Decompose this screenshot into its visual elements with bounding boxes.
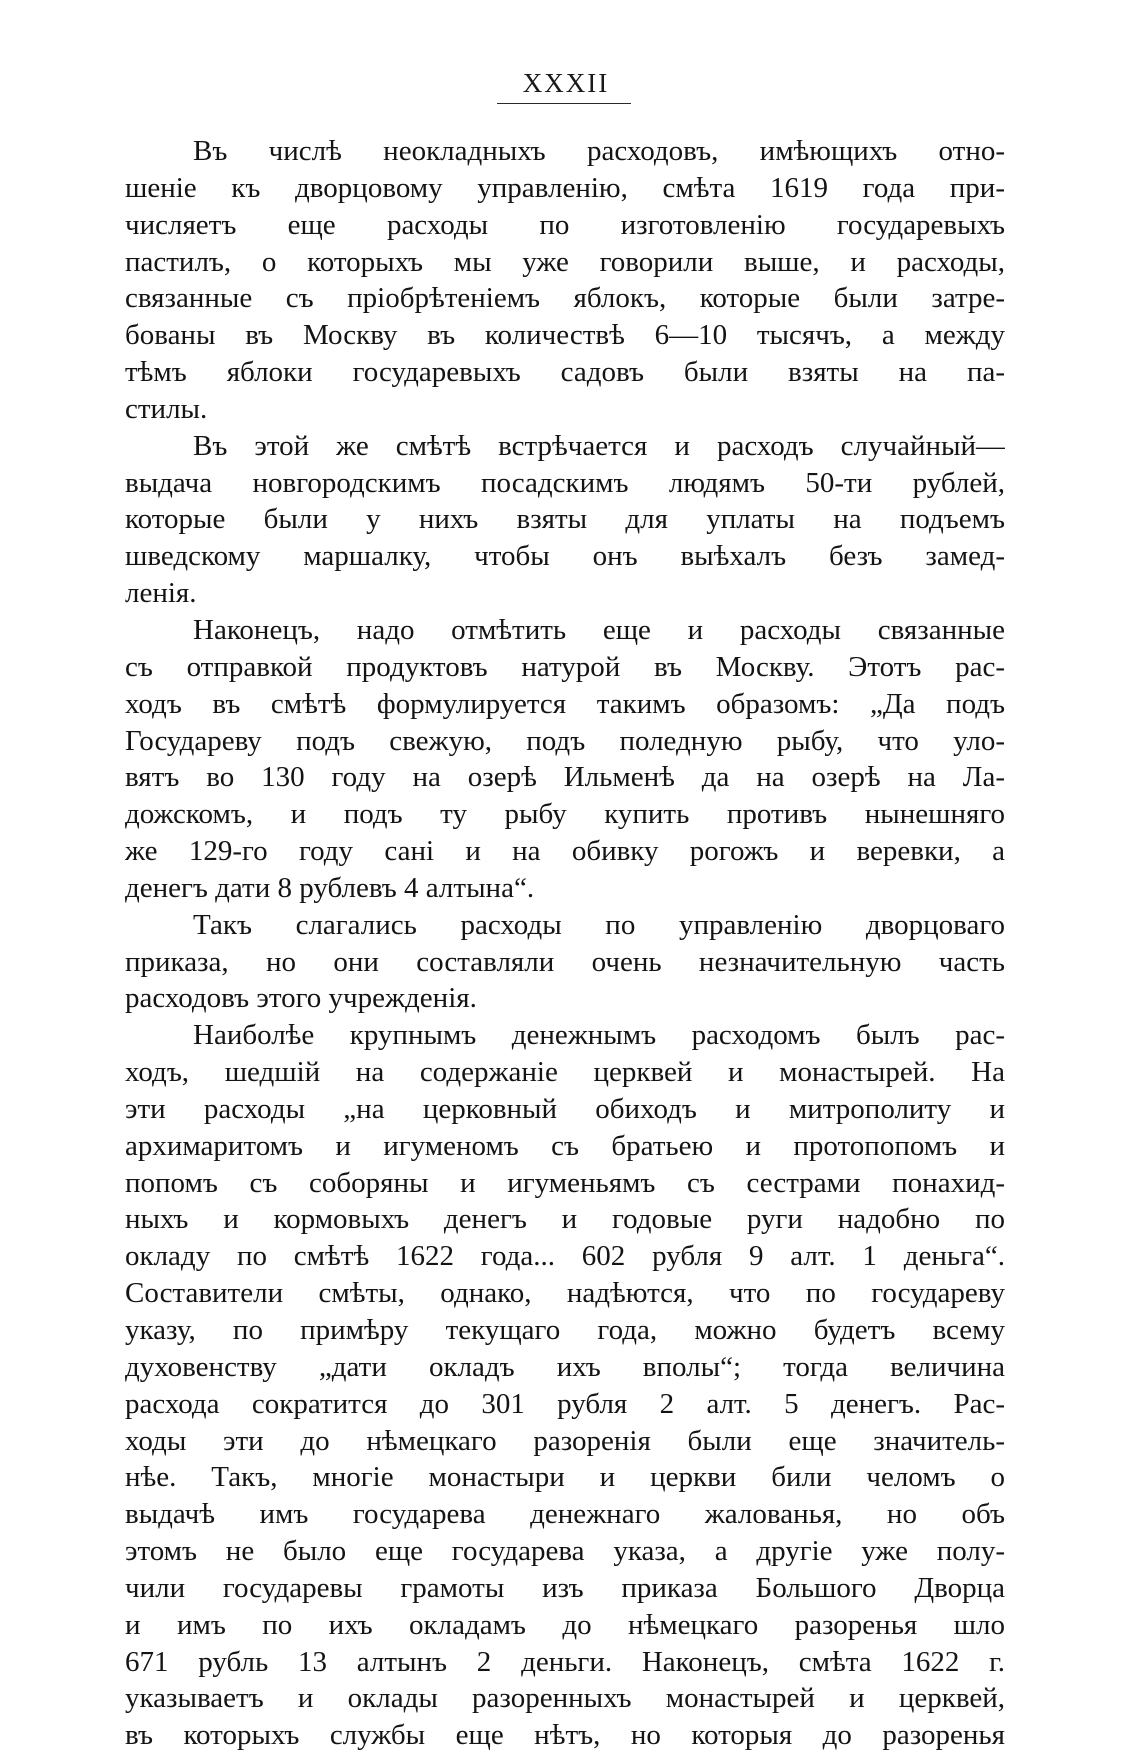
- text-line: которые были у нихъ взяты для уплаты на подъемъ: [125, 503, 1005, 536]
- text-line: выдачѣ имъ государева денежнаго жалованья, но объ: [125, 1498, 1005, 1531]
- page-number: XXXII: [522, 68, 610, 98]
- text-line: вятъ во 130 году на озерѣ Ильменѣ да на озерѣ на Ла-: [125, 761, 1005, 794]
- text-line: Составители смѣты, однако, надѣются, что по государеву: [125, 1277, 1005, 1310]
- text-line: Въ числѣ неокладныхъ расходовъ, имѣющихъ отно-: [193, 135, 1005, 167]
- text-line: денегъ дати 8 рублевъ 4 алтына“.: [125, 871, 535, 904]
- text-line: архимаритомъ и игуменомъ съ братьею и протопопомъ и: [125, 1129, 1005, 1162]
- text-line: приказа, но они составляли очень незначительную часть: [125, 945, 1005, 978]
- text-line: числяетъ еще расходы по изготовленію государевыхъ: [125, 208, 1005, 241]
- text-line: окладу по смѣтѣ 1622 года... 602 рубля 9 алт. 1 деньга“.: [125, 1240, 1005, 1273]
- text-line: расхода сократится до 301 рубля 2 алт. 5 денегъ. Рас-: [125, 1387, 1005, 1420]
- text-line: связанные съ пріобрѣтеніемъ яблокъ, которые были затре-: [125, 282, 1005, 315]
- text-line: указу, по примѣру текущаго года, можно будетъ всему: [125, 1314, 1005, 1346]
- text-line: Въ этой же смѣтѣ встрѣчается и расходъ случайный—: [193, 429, 1005, 462]
- text-line: Наконецъ, надо отмѣтить еще и расходы связанные: [193, 613, 1005, 646]
- text-line: пастилъ, о которыхъ мы уже говорили выше, и расходы,: [125, 245, 1005, 278]
- text-line: ныхъ и кормовыхъ денегъ и годовые руги надобно по: [125, 1203, 1005, 1236]
- text-line: ходъ въ смѣтѣ формулируется такимъ образомъ: „Да подъ: [125, 687, 1005, 720]
- text-line: и имъ по ихъ окладамъ до нѣмецкаго разоренья шло: [125, 1608, 1005, 1641]
- text-line: Наиболѣе крупнымъ денежнымъ расходомъ былъ рас-: [193, 1019, 1005, 1052]
- text-line: расходовъ этого учрежденія.: [125, 982, 477, 1015]
- text-line: выдача новгородскимъ посадскимъ людямъ 50-ти рублей,: [125, 466, 1005, 499]
- text-line: Такъ слагались расходы по управленію дворцоваго: [193, 908, 1005, 941]
- body-text: [125, 133, 1005, 1754]
- text-line: эти расходы „на церковный обиходъ и митрополиту и: [125, 1092, 1005, 1125]
- text-line: стилы.: [125, 392, 208, 425]
- text-line: ленія.: [125, 577, 197, 610]
- text-line: тѣмъ яблоки государевыхъ садовъ были взяты на па-: [125, 356, 1005, 389]
- text-line: указываетъ и оклады разоренныхъ монастырей и церквей,: [125, 1682, 1005, 1715]
- text-line: 671 рубль 13 алтынъ 2 деньги. Наконецъ, смѣта 1622 г.: [125, 1645, 1005, 1678]
- text-line: чили государевы грамоты изъ приказа Большого Дворца: [125, 1571, 1005, 1604]
- text-line: нѣе. Такъ, многіе монастыри и церкви били челомъ о: [125, 1461, 1005, 1494]
- text-line: съ отправкой продуктовъ натурой въ Москву. Этотъ рас-: [125, 650, 1005, 683]
- text-line: ходы эти до нѣмецкаго разоренія были еще значитель-: [125, 1424, 1005, 1457]
- text-line: ходъ, шедшій на содержаніе церквей и монастырей. На: [125, 1056, 1005, 1089]
- text-line: этомъ не было еще государева указа, а другіе уже полу-: [125, 1535, 1005, 1568]
- text-line: въ которыхъ службы еще нѣтъ, но которыя до разоренья: [125, 1719, 1005, 1752]
- text-line: Государеву подъ свежую, подъ поледную рыбу, что уло-: [125, 724, 1005, 757]
- text-line: шеніе къ дворцовому управленію, смѣта 1619 года при-: [125, 171, 1005, 204]
- text-line: бованы въ Москву въ количествѣ 6—10 тысячъ, а между: [125, 319, 1005, 352]
- text-line: же 129-го году сані и на обивку рогожъ и веревки, а: [125, 835, 1005, 868]
- text-line: дожскомъ, и подъ ту рыбу купить противъ нынешняго: [125, 798, 1005, 831]
- text-line: шведскому маршалку, чтобы онъ выѣхалъ безъ замед-: [125, 540, 1005, 573]
- text-line: духовенству „дати окладъ ихъ вполы“; тогда величина: [125, 1350, 1005, 1383]
- header-rule: [497, 103, 631, 104]
- text-line: попомъ съ соборяны и игуменьямъ съ сестрами понахид-: [125, 1166, 1005, 1199]
